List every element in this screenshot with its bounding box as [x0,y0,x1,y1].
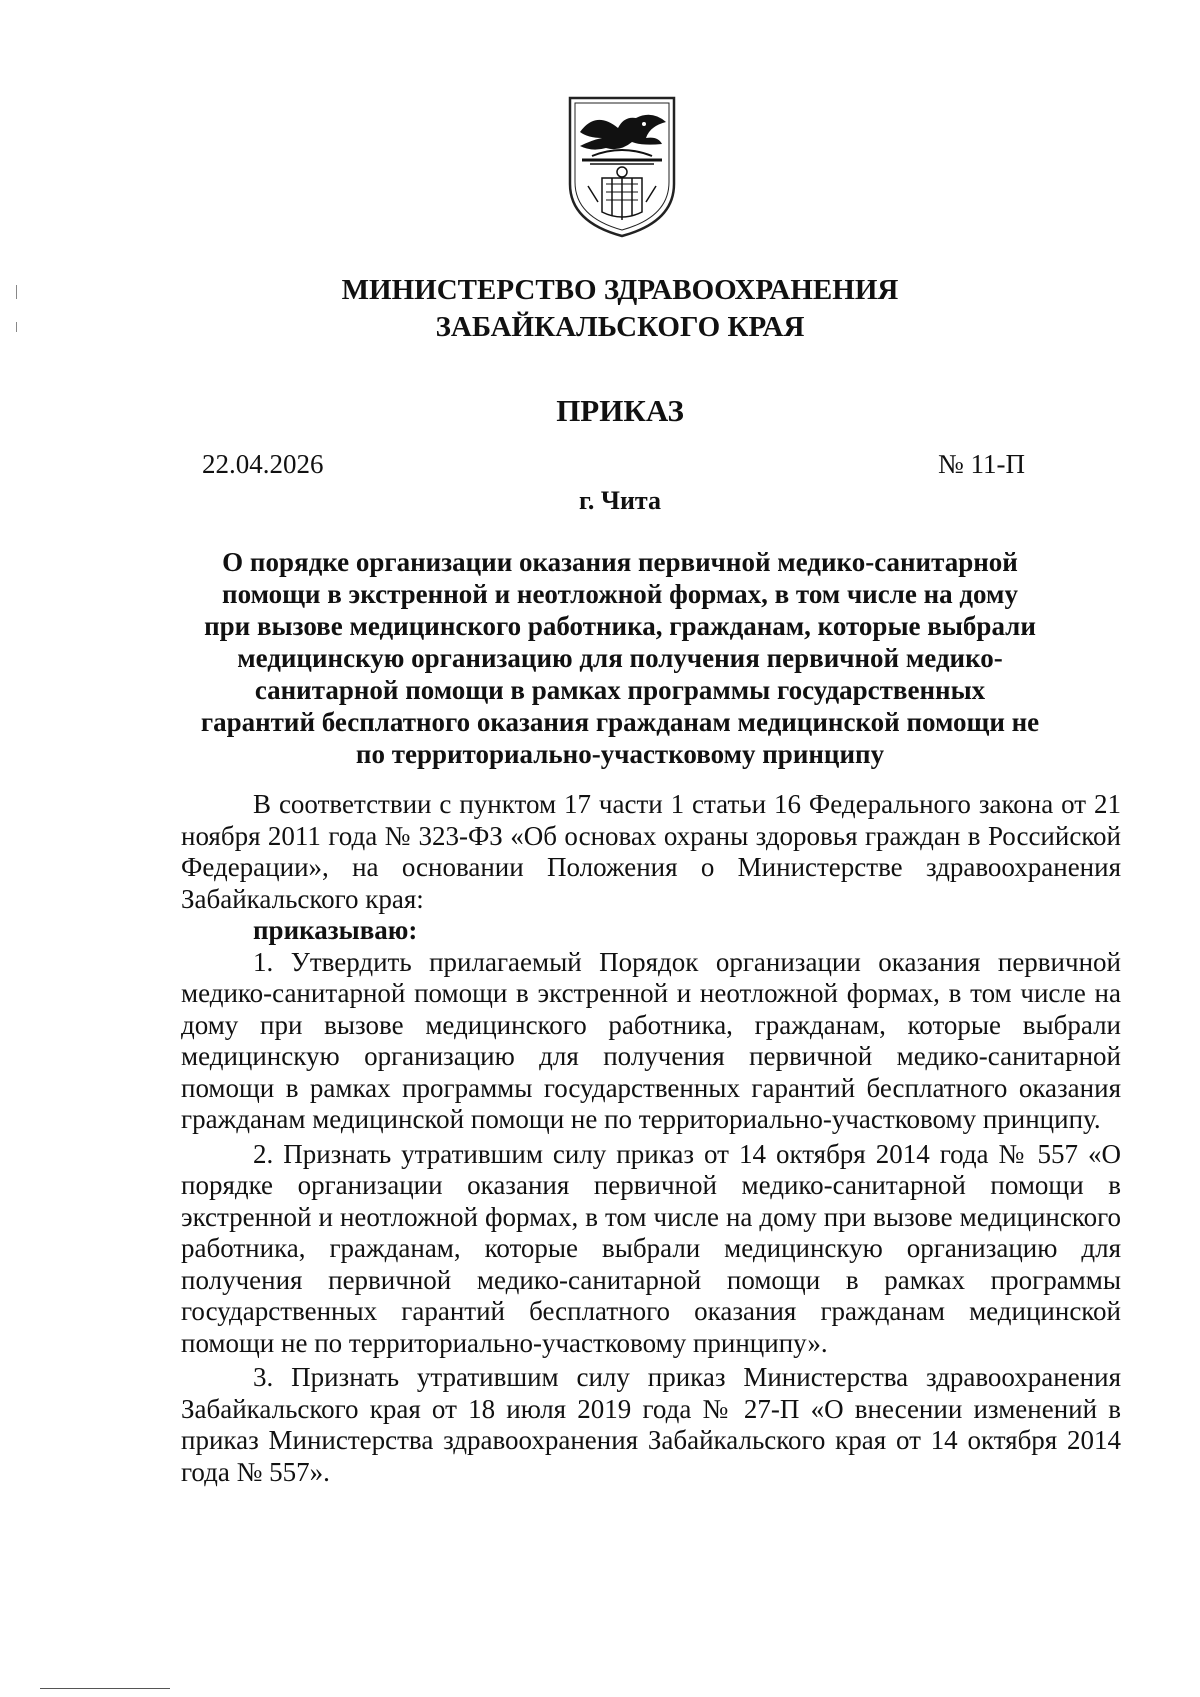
ministry-line-2: ЗАБАЙКАЛЬСКОГО КРАЯ [435,311,805,343]
scan-mark [16,322,17,332]
document-date: 22.04.2026 [202,449,324,479]
scan-mark [16,285,17,299]
order-word: приказываю: [253,915,418,945]
item-paragraph-1: 1. Утвердить прилагаемый Порядок организации оказания первичной медико-санитарной помощи в экстренной и неотложной формах, в том числе на дому при вызове медицинского работника, гражданам, которые выбрали медицинскую организацию для получения первичной медико-санитарной помощи в рамках программы государственных гарантий бесплатного оказания гражданам медицинской помощи не по территориально-участковому принципу. [181,946,1121,1134]
ministry-line-1: МИНИСТЕРСТВО ЗДРАВООХРАНЕНИЯ [341,274,899,306]
item-paragraph-3: 3. Признать утратившим силу приказ Министерства здравоохранения Забайкальского края от 18 июля 2019 года № 27-П «О внесении изменений в приказ Министерства здравоохранения Забайкальского края от 14 октября 2014 года № 557». [181,1362,1121,1487]
preamble-paragraph: В соответствии с пунктом 17 части 1 статьи 16 Федерального закона от 21 ноября 2011 года № 323-ФЗ «Об основах охраны здоровья граждан в Российской Федерации», на основании Положения о Министерстве здравоохранения Забайкальского края: [181,789,1121,914]
document-city: г. Чита [578,486,662,515]
footer-divider [40,1688,170,1689]
document-type: ПРИКАЗ [556,393,684,428]
document-body [181,789,1121,1488]
ministry-name [0,272,1200,346]
document-title: О порядке организации оказания первичной медико-санитарной помощи в экстренной и неотложной формах, в том числе на дому при вызове медицинского работника, гражданам, которые выбрали медицинскую организацию для получения первичной медико-санитарной помощи в рамках программы государственных гарантий бесплатного оказания гражданам медицинской помощи не по территориально-участковому принципу [200,547,1040,769]
document-number: № 11-П [938,449,1025,479]
item-paragraph-2: 2. Признать утратившим силу приказ от 14 октября 2014 года № 557 «О порядке организации оказания первичной медико-санитарной помощи в экстренной и неотложной формах, в том числе на дому при вызове медицинского работника, гражданам, которые выбрали медицинскую организацию для получения первичной медико-санитарной помощи в рамках программы государственных гарантий бесплатного оказания гражданам медицинской помощи не по территориально-участковому принципу». [181,1138,1121,1358]
coat-of-arms-icon [562,92,682,240]
